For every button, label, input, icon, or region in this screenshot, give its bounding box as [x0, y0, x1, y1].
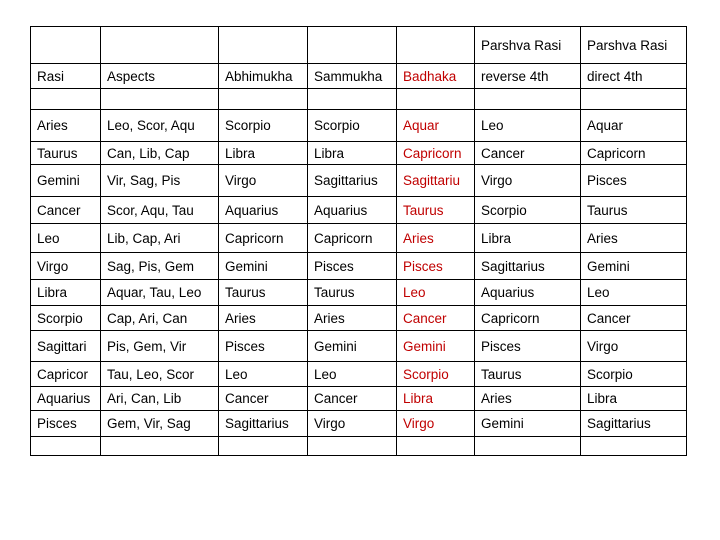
table-cell: [397, 437, 475, 456]
empty-row: [31, 437, 687, 456]
table-cell: [101, 89, 219, 110]
table-cell: Sagittarius: [219, 411, 308, 437]
table-cell: [581, 437, 687, 456]
table-cell: Pisces: [475, 331, 581, 362]
table-cell: [581, 89, 687, 110]
table-cell: Taurus: [219, 280, 308, 306]
table-cell: Libra: [581, 387, 687, 411]
table-cell: Gemini: [308, 331, 397, 362]
table-cell: Aries: [475, 387, 581, 411]
table-cell: Capricorn: [397, 142, 475, 165]
table-cell: Leo, Scor, Aqu: [101, 110, 219, 142]
table-cell: [397, 89, 475, 110]
separator-row: [31, 89, 687, 110]
table-cell: Scorpio: [475, 197, 581, 224]
table-cell: Parshva Rasi: [581, 27, 687, 64]
table-cell: Pisces: [397, 253, 475, 280]
table-cell: Capricorn: [219, 224, 308, 253]
table-cell: Capricorn: [475, 306, 581, 331]
table-cell: Pisces: [31, 411, 101, 437]
table-cell: Taurus: [308, 280, 397, 306]
table-cell: Aries: [581, 224, 687, 253]
table-cell: [475, 89, 581, 110]
table-cell: Pisces: [581, 165, 687, 197]
table-cell: Ari, Can, Lib: [101, 387, 219, 411]
table-cell: Abhimukha: [219, 64, 308, 89]
table-cell: Sagittarius: [581, 411, 687, 437]
table-cell: Aries: [31, 110, 101, 142]
table-cell: [219, 437, 308, 456]
table-cell: Leo: [219, 362, 308, 387]
table-cell: Badhaka: [397, 64, 475, 89]
table-cell: Libra: [31, 280, 101, 306]
table-cell: Scor, Aqu, Tau: [101, 197, 219, 224]
table-row: [31, 110, 687, 142]
table-cell: Gem, Vir, Sag: [101, 411, 219, 437]
table-cell: Virgo: [581, 331, 687, 362]
table-cell: Parshva Rasi: [475, 27, 581, 64]
table-cell: Aspects: [101, 64, 219, 89]
table-cell: Lib, Cap, Ari: [101, 224, 219, 253]
table-cell: Cancer: [581, 306, 687, 331]
table-cell: Virgo: [308, 411, 397, 437]
table-cell: [397, 27, 475, 64]
table-cell: Aquar, Tau, Leo: [101, 280, 219, 306]
table-cell: Cancer: [475, 142, 581, 165]
table-cell: Cancer: [219, 387, 308, 411]
table-cell: Gemini: [581, 253, 687, 280]
table-cell: [219, 27, 308, 64]
table-row: [31, 362, 687, 387]
table-cell: Gemini: [475, 411, 581, 437]
table-row: [31, 387, 687, 411]
table-cell: [219, 89, 308, 110]
table-cell: Libra: [219, 142, 308, 165]
table-cell: Pis, Gem, Vir: [101, 331, 219, 362]
table-cell: Aquarius: [475, 280, 581, 306]
table-cell: Leo: [308, 362, 397, 387]
table-cell: [308, 89, 397, 110]
table-row: [31, 165, 687, 197]
table-cell: Aquarius: [308, 197, 397, 224]
table-cell: Aries: [308, 306, 397, 331]
table-cell: Libra: [475, 224, 581, 253]
table-cell: direct 4th: [581, 64, 687, 89]
table-cell: Aries: [219, 306, 308, 331]
table-cell: Capricorn: [581, 142, 687, 165]
table-row: [31, 197, 687, 224]
table-cell: [31, 27, 101, 64]
table-cell: Taurus: [397, 197, 475, 224]
table-cell: Leo: [397, 280, 475, 306]
table-cell: Scorpio: [308, 110, 397, 142]
table-cell: Libra: [308, 142, 397, 165]
table-cell: Taurus: [31, 142, 101, 165]
table-cell: Scorpio: [219, 110, 308, 142]
table-cell: Capricor: [31, 362, 101, 387]
column-header-row: [31, 64, 687, 89]
table-cell: Capricorn: [308, 224, 397, 253]
table-cell: [31, 89, 101, 110]
table-cell: [31, 437, 101, 456]
table-cell: Taurus: [475, 362, 581, 387]
table-cell: Aquar: [581, 110, 687, 142]
table-cell: [308, 437, 397, 456]
table-cell: Aquar: [397, 110, 475, 142]
table-cell: Sagittarius: [308, 165, 397, 197]
table-cell: Aquarius: [31, 387, 101, 411]
table-cell: Leo: [475, 110, 581, 142]
table-cell: Sag, Pis, Gem: [101, 253, 219, 280]
table-cell: Leo: [581, 280, 687, 306]
table-cell: Sammukha: [308, 64, 397, 89]
table-cell: Gemini: [31, 165, 101, 197]
table-cell: Aquarius: [219, 197, 308, 224]
table-cell: Libra: [397, 387, 475, 411]
table-cell: Pisces: [219, 331, 308, 362]
table-cell: reverse 4th: [475, 64, 581, 89]
table-cell: Vir, Sag, Pis: [101, 165, 219, 197]
table-row: [31, 280, 687, 306]
table-cell: Gemini: [397, 331, 475, 362]
table-cell: Scorpio: [31, 306, 101, 331]
table-cell: [475, 437, 581, 456]
parshva-header-row: [31, 27, 687, 64]
table-cell: Pisces: [308, 253, 397, 280]
table-row: [31, 306, 687, 331]
table-row: [31, 142, 687, 165]
table-cell: Sagittarius: [475, 253, 581, 280]
table-cell: Tau, Leo, Scor: [101, 362, 219, 387]
rasi-aspects-table: [30, 26, 687, 456]
table-cell: [101, 437, 219, 456]
table-cell: Taurus: [581, 197, 687, 224]
table-cell: Cancer: [31, 197, 101, 224]
table-cell: Gemini: [219, 253, 308, 280]
table-cell: Virgo: [219, 165, 308, 197]
table-row: [31, 224, 687, 253]
table-cell: Aries: [397, 224, 475, 253]
table-cell: Rasi: [31, 64, 101, 89]
table-cell: [101, 27, 219, 64]
table-cell: Cap, Ari, Can: [101, 306, 219, 331]
table-row: [31, 411, 687, 437]
table-cell: Sagittariu: [397, 165, 475, 197]
table-cell: Scorpio: [581, 362, 687, 387]
table-row: [31, 253, 687, 280]
table-cell: Virgo: [397, 411, 475, 437]
table-cell: [308, 27, 397, 64]
table-cell: Sagittari: [31, 331, 101, 362]
table-cell: Scorpio: [397, 362, 475, 387]
table-cell: Leo: [31, 224, 101, 253]
table-row: [31, 331, 687, 362]
table-cell: Can, Lib, Cap: [101, 142, 219, 165]
table-cell: Virgo: [475, 165, 581, 197]
table-cell: Cancer: [397, 306, 475, 331]
table-cell: Virgo: [31, 253, 101, 280]
table-cell: Cancer: [308, 387, 397, 411]
